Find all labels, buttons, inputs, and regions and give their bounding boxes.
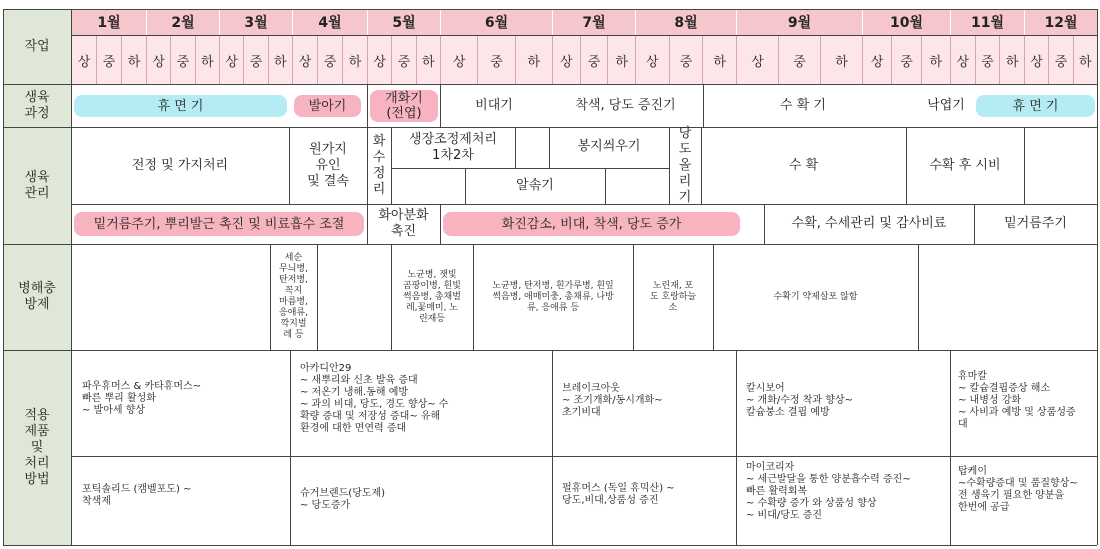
period-subheader: 중 (1048, 36, 1072, 84)
base-fertilizing-1: 밑거름주기, 뿌리발근 촉진 및 비료흡수 조절 (74, 212, 364, 236)
products-label: 적용 제품 및 처리 방법 (3, 350, 71, 545)
month-header: 12월 (1024, 9, 1097, 35)
product-calsibor: 칼시보어 ~ 개화/수정 착과 향상~ 칼슘붕소 결핍 예방 (746, 383, 853, 418)
product-mycorrhiza: 마이코리자 ~ 세근발달을 통한 양분흡수력 증진~ 빠른 활력회복 ~ 수확량 증가 와 상품성 향상 ~ 비대/당도 증진 (746, 462, 911, 521)
period-subheader: 중 (975, 36, 1000, 84)
period-subheader: 상 (219, 36, 243, 84)
period-subheader: 하 (195, 36, 219, 84)
period-subheader: 하 (268, 36, 292, 84)
product-breakout: 브레이크아웃 ~ 조기개화/동시개화~ 초기비대 (562, 383, 663, 418)
product-humacal: 휴마칼 ~ 칼슘결핍증상 해소 ~ 내병성 강화 ~ 사비과 예방 및 상품성증 대 (958, 371, 1076, 430)
period-subheader: 하 (416, 36, 440, 84)
growth-process-label: 생육 과정 (3, 84, 71, 127)
budding-period: 발아기 (294, 95, 361, 117)
enlarge-period: 비대기 (475, 97, 513, 113)
base-fertilizing-2: 밑거름주기 (1004, 216, 1067, 231)
period-subheader: 중 (891, 36, 920, 84)
sugar-raise: 당 도 올 리 기 (678, 125, 692, 205)
product-topk: 탑케이 ~수확량증대 및 품질향상~ 전 생육기 필요한 양분을 한번에 공급 (958, 466, 1078, 513)
period-subheader: 하 (1073, 36, 1097, 84)
month-header: 7월 (552, 9, 635, 35)
coloring-period: 착색, 당도 증진기 (575, 97, 676, 113)
bagging: 봉지씌우기 (577, 139, 641, 154)
period-subheader: 하 (820, 36, 862, 84)
period-subheader: 상 (736, 36, 778, 84)
task-label: 작업 (3, 9, 71, 84)
period-subheader: 하 (515, 36, 552, 84)
month-header: 2월 (146, 9, 219, 35)
period-subheader: 상 (950, 36, 975, 84)
pest-early: 세순 무늬병, 탄저병, 꼭지 마름병, 응애류, 깍지벌 레 등 (279, 253, 308, 340)
harvest-fertilizing: 수확, 수세관리 및 감사비료 (791, 216, 947, 231)
growth-regulator: 생장조정제처리 1차2차 (409, 132, 497, 163)
period-subheader: 중 (243, 36, 267, 84)
month-header: 1월 (71, 9, 146, 35)
period-subheader: 상 (71, 36, 96, 84)
product-powerhumus: 파우휴머스 & 카타휴머스~ 빠른 뿌리 활성화 ~ 발아세 향상 (82, 381, 202, 416)
period-subheader: 상 (367, 36, 391, 84)
product-pearlhumus: 펄휴머스 (독일 휴믹산) ~ 당도,비대,상품성 증진 (562, 483, 675, 506)
period-subheader: 하 (342, 36, 367, 84)
harvest-mgmt: 수 확 (788, 157, 819, 173)
period-subheader: 하 (999, 36, 1024, 84)
growth-mgmt-label: 생육 관리 (3, 127, 71, 244)
month-header: 9월 (736, 9, 862, 35)
month-header: 4월 (292, 9, 367, 35)
period-subheader: 상 (440, 36, 477, 84)
period-subheader: 중 (391, 36, 415, 84)
pest-bloom: 노균병, 잿빛 곰팡이병, 흰빛 썩음병, 총채벌 레,꽃매미, 노 린재등 (403, 269, 461, 324)
month-header: 10월 (862, 9, 950, 35)
month-header: 3월 (219, 9, 292, 35)
period-subheader: 하 (702, 36, 736, 84)
branch-training: 원가지 유인 및 결속 (307, 141, 349, 189)
period-subheader: 하 (121, 36, 146, 84)
month-header: 6월 (440, 9, 552, 35)
flower-bud-differentiation: 화아분화 촉진 (378, 208, 429, 239)
enlarge-coloring: 화진감소, 비대, 착색, 당도 증가 (443, 212, 740, 236)
product-sugarbrand: 슈거브랜드(당도제) ~ 당도증가 (300, 488, 386, 511)
period-subheader: 하 (921, 36, 950, 84)
period-subheader: 중 (477, 36, 514, 84)
month-header: 11월 (950, 9, 1024, 35)
period-subheader: 중 (96, 36, 121, 84)
dormant-period-1: 휴 면 기 (74, 95, 287, 117)
pest-harvest: 수확기 약제살포 않함 (773, 291, 858, 302)
month-header: 8월 (635, 9, 736, 35)
flower-cluster-thinning: 화 수 정 리 (372, 133, 386, 197)
period-subheader: 하 (607, 36, 635, 84)
blooming-period: 개화기 (전엽) (370, 90, 438, 122)
harvest-period: 수 확 기 (780, 97, 826, 113)
period-subheader: 중 (669, 36, 703, 84)
period-subheader: 중 (317, 36, 342, 84)
period-subheader: 상 (635, 36, 669, 84)
product-fortic-solid: 포틱솔리드 (캠벨포도) ~ 착색제 (82, 484, 192, 507)
pest-label: 병해충 방제 (3, 244, 71, 350)
post-harvest-fertilizing: 수확 후 시비 (929, 157, 1001, 173)
dormant-period-2: 휴 면 기 (976, 95, 1095, 117)
period-subheader: 중 (778, 36, 820, 84)
period-subheader: 상 (146, 36, 170, 84)
leaf-fall-period: 낙엽기 (927, 97, 965, 113)
month-header: 5월 (367, 9, 440, 35)
pruning: 전정 및 가지처리 (131, 157, 229, 173)
period-subheader: 중 (170, 36, 194, 84)
product-acadian29: 아카디안29 ~ 새뿌리와 신초 발육 증대 ~ 저온기 냉해.동해 예방 ~ 과의 비대, 당도, 경도 향상~ 수 확량 증대 및 저장성 증대~ 유해 환경에 대한 면연력 증대 (300, 363, 449, 434)
pest-late: 노린재, 포 도 호랑하늘 소 (649, 280, 697, 313)
period-subheader: 상 (552, 36, 580, 84)
period-subheader: 상 (292, 36, 317, 84)
fruit-thinning: 알솎기 (516, 178, 554, 193)
pest-summer: 노균병, 탄저병, 흰가루병, 흰잎 썩음병, 애매미충, 총채류, 나방 류, 응애류 등 (492, 280, 614, 313)
period-subheader: 상 (1024, 36, 1048, 84)
period-subheader: 상 (862, 36, 891, 84)
period-subheader: 중 (580, 36, 608, 84)
